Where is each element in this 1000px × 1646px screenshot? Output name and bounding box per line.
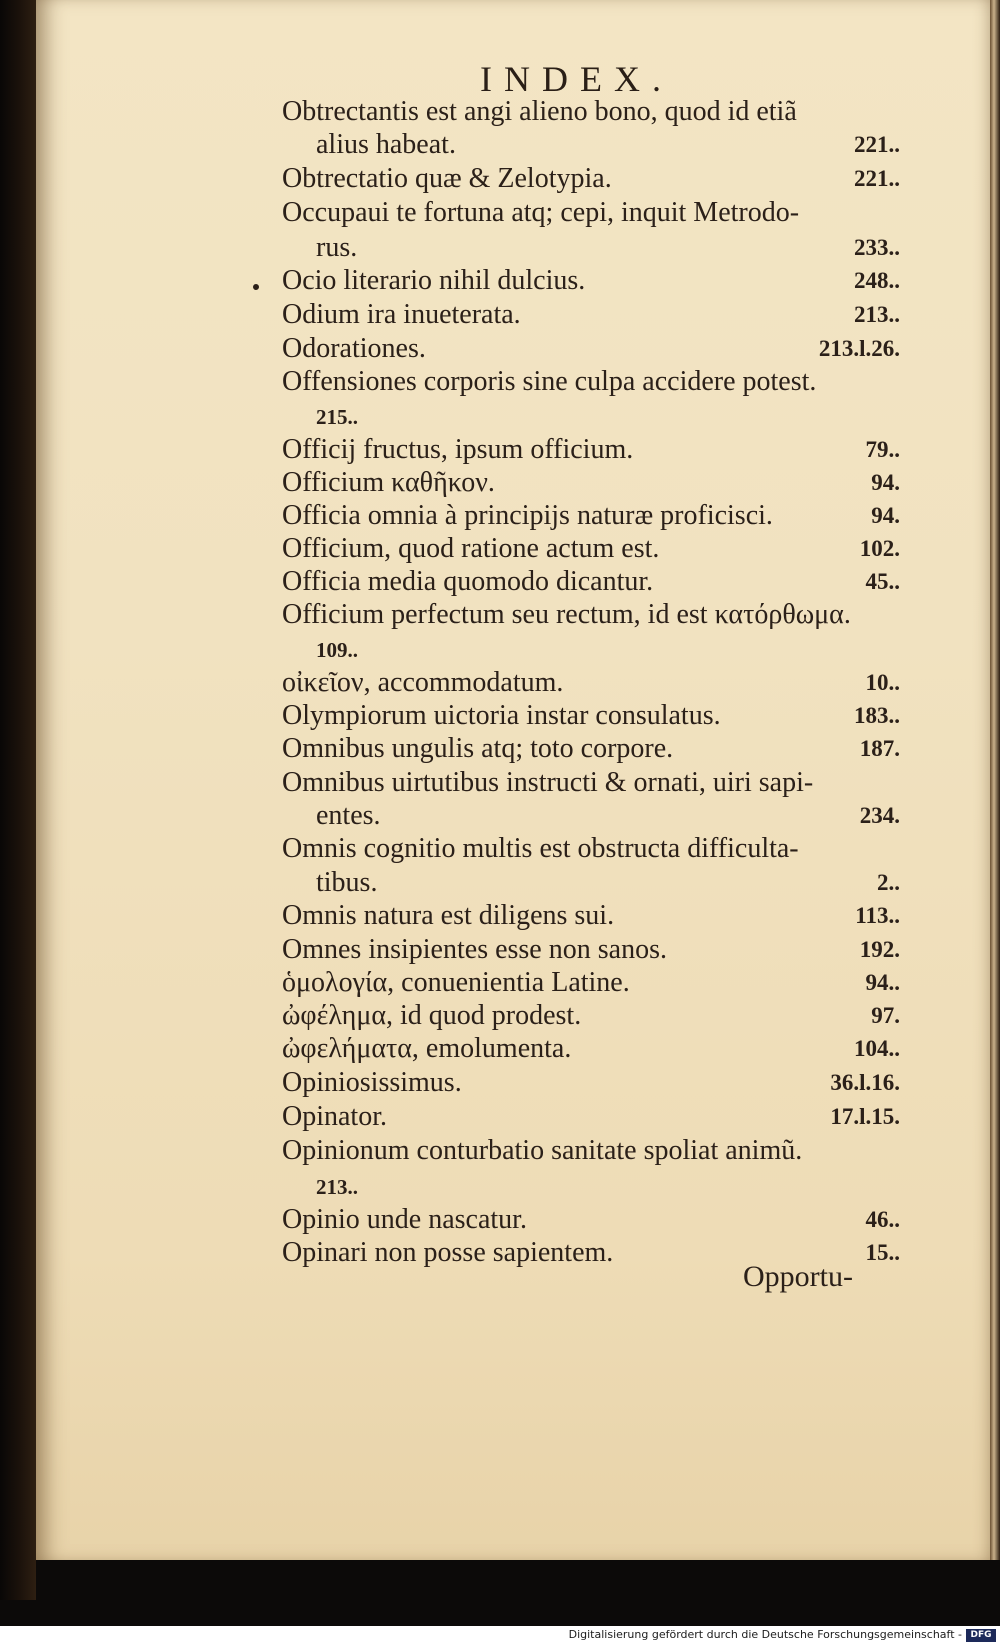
entry-page: 2..: [877, 870, 900, 895]
entry-text: Officij fructus, ipsum officium.: [282, 434, 634, 465]
index-entry: [0, 732, 1000, 766]
index-entry: [0, 499, 1000, 533]
entry-text: Officium, quod ratione actum est.: [282, 533, 660, 564]
entry-page: 213.l.26.: [818, 336, 900, 361]
entry-page: 233..: [854, 235, 900, 260]
entry-text: Offensiones corporis sine culpa accidere potest.: [282, 366, 817, 397]
entry-text: Officia media quomodo dicantur.: [282, 566, 654, 597]
entry-page: 192.: [859, 937, 900, 962]
entry-page: 94.: [871, 470, 900, 495]
index-entry: [0, 1134, 1000, 1168]
index-entry: [0, 1032, 1000, 1066]
entry-page: 248..: [854, 268, 900, 293]
entry-page: 15..: [865, 1240, 900, 1265]
entry-text: Opinio unde nascatur.: [282, 1204, 527, 1235]
index-entry: [0, 231, 1000, 265]
index-entry: [0, 466, 1000, 500]
entry-text: οἰκεῖον, accommodatum.: [282, 667, 564, 698]
index-entry: [0, 699, 1000, 733]
index-entry: [0, 666, 1000, 700]
entry-text: Opiniosissimus.: [282, 1067, 462, 1098]
entry-text: 215..: [316, 405, 358, 429]
entry-text: rus.: [316, 232, 358, 263]
catchword: Opportu-: [743, 1260, 853, 1293]
index-entry: [0, 966, 1000, 1000]
entry-page: 213..: [854, 302, 900, 327]
entry-text: Opinari non posse sapientem.: [282, 1237, 614, 1268]
entry-text: 213..: [316, 1175, 358, 1199]
entry-text: tibus.: [316, 867, 378, 898]
entry-page: 10..: [865, 670, 900, 695]
index-entry: [0, 532, 1000, 566]
entry-text: Obtrectantis est angi alieno bono, quod id etiã: [282, 96, 797, 127]
entry-text: Omnes insipientes esse non sanos.: [282, 934, 667, 965]
index-entry: [0, 332, 1000, 366]
footer-bar: [0, 1626, 1000, 1646]
index-entry: [0, 1100, 1000, 1134]
index-entry: [0, 1066, 1000, 1100]
index-entry: [0, 866, 1000, 900]
entry-page: 94..: [865, 970, 900, 995]
entry-text: ὠφέλημα, id quod prodest.: [282, 1000, 582, 1031]
entry-text: entes.: [316, 800, 381, 831]
entry-page: 187.: [859, 736, 900, 761]
entry-text: 109..: [316, 638, 358, 662]
entry-page: 97.: [871, 1003, 900, 1028]
dfg-logo: DFG: [966, 1629, 996, 1642]
entry-page: 221..: [854, 132, 900, 157]
entry-text: ὁμολογία, conuenientia Latine.: [282, 967, 630, 998]
entry-page: 102.: [859, 536, 900, 561]
entry-text: alius habeat.: [316, 129, 456, 160]
entry-page: 17.l.15.: [830, 1104, 900, 1129]
index-entry: [0, 1170, 1000, 1204]
entry-page: 45..: [865, 569, 900, 594]
entry-text: Officium perfectum seu rectum, id est κατόρθωμα.: [282, 599, 851, 630]
index-entry: [0, 633, 1000, 667]
entry-page: 46..: [865, 1207, 900, 1232]
index-entry: [0, 933, 1000, 967]
index-entry: [0, 1203, 1000, 1237]
entry-text: Omnibus ungulis atq; toto corpore.: [282, 733, 674, 764]
entry-page: 36.l.16.: [830, 1070, 900, 1095]
index-entry: [0, 433, 1000, 467]
entry-text: Omnis natura est diligens sui.: [282, 900, 615, 931]
index-entry: [0, 999, 1000, 1033]
footer-credit: Digitalisierung gefördert durch die Deutsche Forschungsgemeinschaft -: [568, 1628, 962, 1641]
index-entry: [0, 832, 1000, 866]
index-entry: [0, 598, 1000, 632]
entry-text: Opinator.: [282, 1101, 387, 1132]
entry-page: 104..: [854, 1036, 900, 1061]
index-entry: [0, 766, 1000, 800]
entry-page: 234.: [859, 803, 900, 828]
entry-page: 113..: [855, 903, 900, 928]
entry-text: ὠφελήματα, emolumenta.: [282, 1033, 572, 1064]
index-entry: [0, 400, 1000, 434]
entry-text: Officium καθῆκον.: [282, 467, 495, 498]
entry-page: 183..: [854, 703, 900, 728]
index-entry: [0, 799, 1000, 833]
index-entry: [0, 565, 1000, 599]
running-head: INDEX.: [480, 59, 673, 99]
index-entry: [0, 95, 1000, 129]
entry-text: Ocio literario nihil dulcius.: [282, 265, 586, 296]
entry-page: 221..: [854, 166, 900, 191]
entry-text: Odium ira inueterata.: [282, 299, 521, 330]
entry-text: Omnis cognitio multis est obstructa difficulta-: [282, 833, 799, 864]
entry-page: 94.: [871, 503, 900, 528]
entry-text: Omnibus uirtutibus instructi & ornati, uiri sapi-: [282, 767, 814, 798]
index-entry: [0, 128, 1000, 162]
entry-text: Opinionum conturbatio sanitate spoliat animũ.: [282, 1135, 803, 1166]
index-entry: [0, 196, 1000, 230]
entry-text: Odorationes.: [282, 333, 426, 364]
entry-text: Olympiorum uictoria instar consulatus.: [282, 700, 721, 731]
index-entry: [0, 162, 1000, 196]
entry-page: 79..: [865, 437, 900, 462]
entry-text: Occupaui te fortuna atq; cepi, inquit Metrodo-: [282, 197, 800, 228]
entry-text: Obtrectatio quæ & Zelotypia.: [282, 163, 612, 194]
index-entry: [0, 365, 1000, 399]
entry-text: Officia omnia à principijs naturæ proficisci.: [282, 500, 773, 531]
index-entry: [0, 264, 1000, 298]
index-entry: [0, 899, 1000, 933]
index-entry: [0, 298, 1000, 332]
